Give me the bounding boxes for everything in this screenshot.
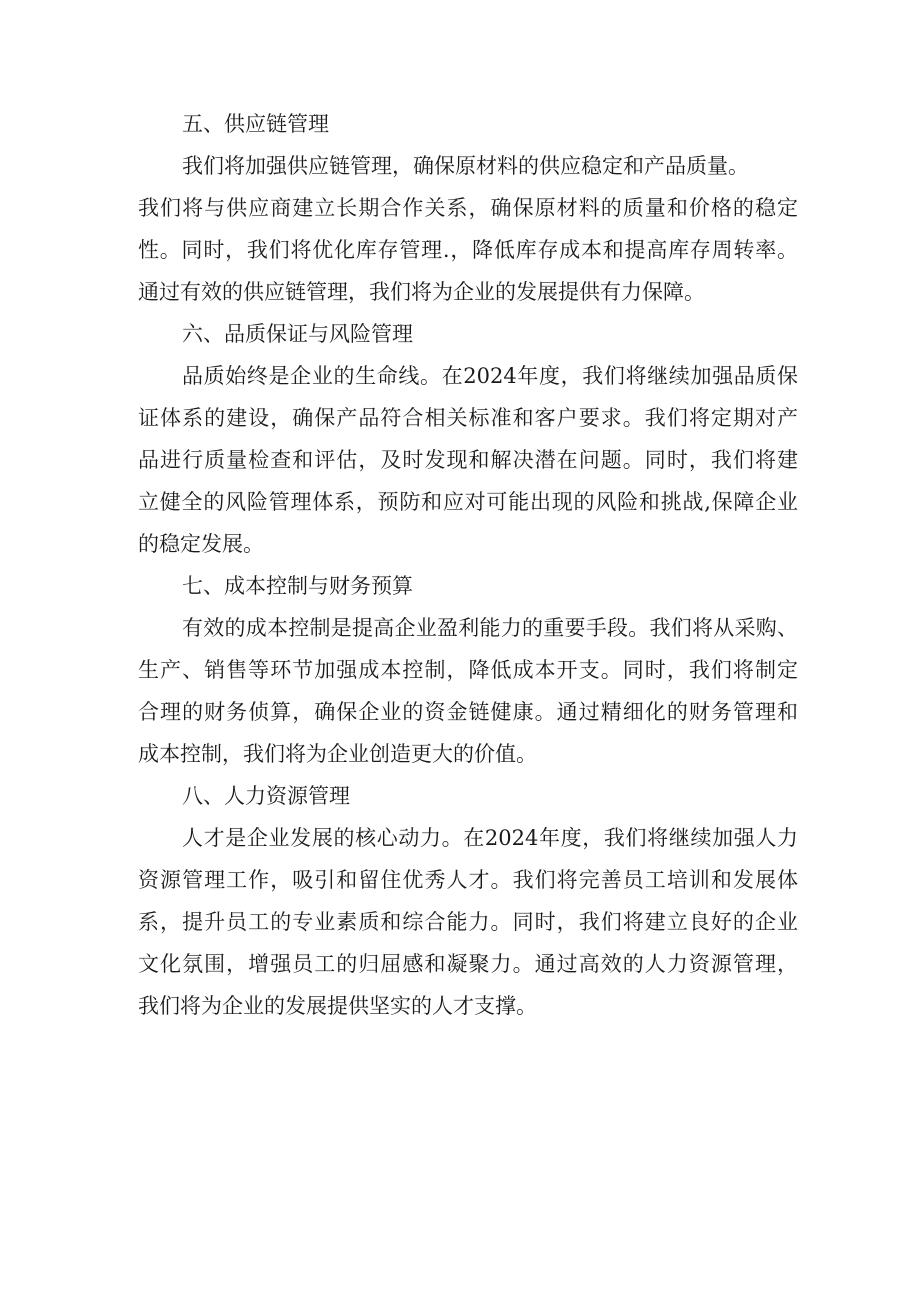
paragraph-line: 证体系的建设，确保产品符合相关标准和客户要求。我们将定期对产 (138, 406, 798, 430)
paragraph-line: 品进行质量检查和评估，及时发现和解决潜在问题。同时，我们将建 (138, 448, 798, 472)
paragraph-line: 立健全的风险管理体系，预防和应对可能出现的风险和挑战,保障企业 (138, 490, 798, 514)
paragraph-line: 品质始终是企业的生命线。在2024年度，我们将继续加强品质保 (182, 364, 798, 388)
paragraph-line: 文化氛围，增强员工的归屈感和凝聚力。通过高效的人力资源管理， (138, 952, 798, 976)
document-page (138, 103, 798, 1027)
paragraph-line: 通过有效的供应链管理，我们将为企业的发展提供有力保障。 (138, 280, 705, 304)
paragraph-line: 有效的成本控制是提高企业盈利能力的重要手段。我们将从采购、 (182, 616, 798, 640)
paragraph-line: 资源管理工作，吸引和留住优秀人才。我们将完善员工培训和发展体 (138, 868, 798, 892)
paragraph-line: 我们将加强供应链管理，确保原材料的供应稳定和产品质量。 (182, 154, 749, 178)
section-heading: 六、品质保证与风险管理 (182, 322, 413, 346)
paragraph-line: 成本控制，我们将为企业创造更大的价值。 (138, 742, 537, 766)
paragraph-line: 合理的财务侦算，确保企业的资金链健康。通过精细化的财务管理和 (138, 700, 798, 724)
paragraph-line: 我们将为企业的发展提供坚实的人才支撑。 (138, 994, 537, 1018)
section-heading: 七、成本控制与财务预算 (182, 574, 413, 598)
paragraph-line: 生产、销售等环节加强成本控制，降低成本开支。同时，我们将制定 (138, 658, 798, 682)
section-heading: 八、人力资源管理 (182, 784, 350, 808)
paragraph-line: 性。同时，我们将优化库存管理.，降低库存成本和提高库存周转率。 (138, 238, 798, 262)
paragraph-line: 系，提升员工的专业素质和综合能力。同时，我们将建立良好的企业 (138, 910, 798, 934)
section-heading: 五、供应链管理 (182, 112, 329, 136)
paragraph-line: 的稳定发展。 (138, 532, 264, 556)
paragraph-line: 人才是企业发展的核心动力。在2024年度，我们将继续加强人力 (182, 826, 798, 850)
paragraph-line: 我们将与供应商建立长期合作关系，确保原材料的质量和价格的稳定 (138, 196, 798, 220)
